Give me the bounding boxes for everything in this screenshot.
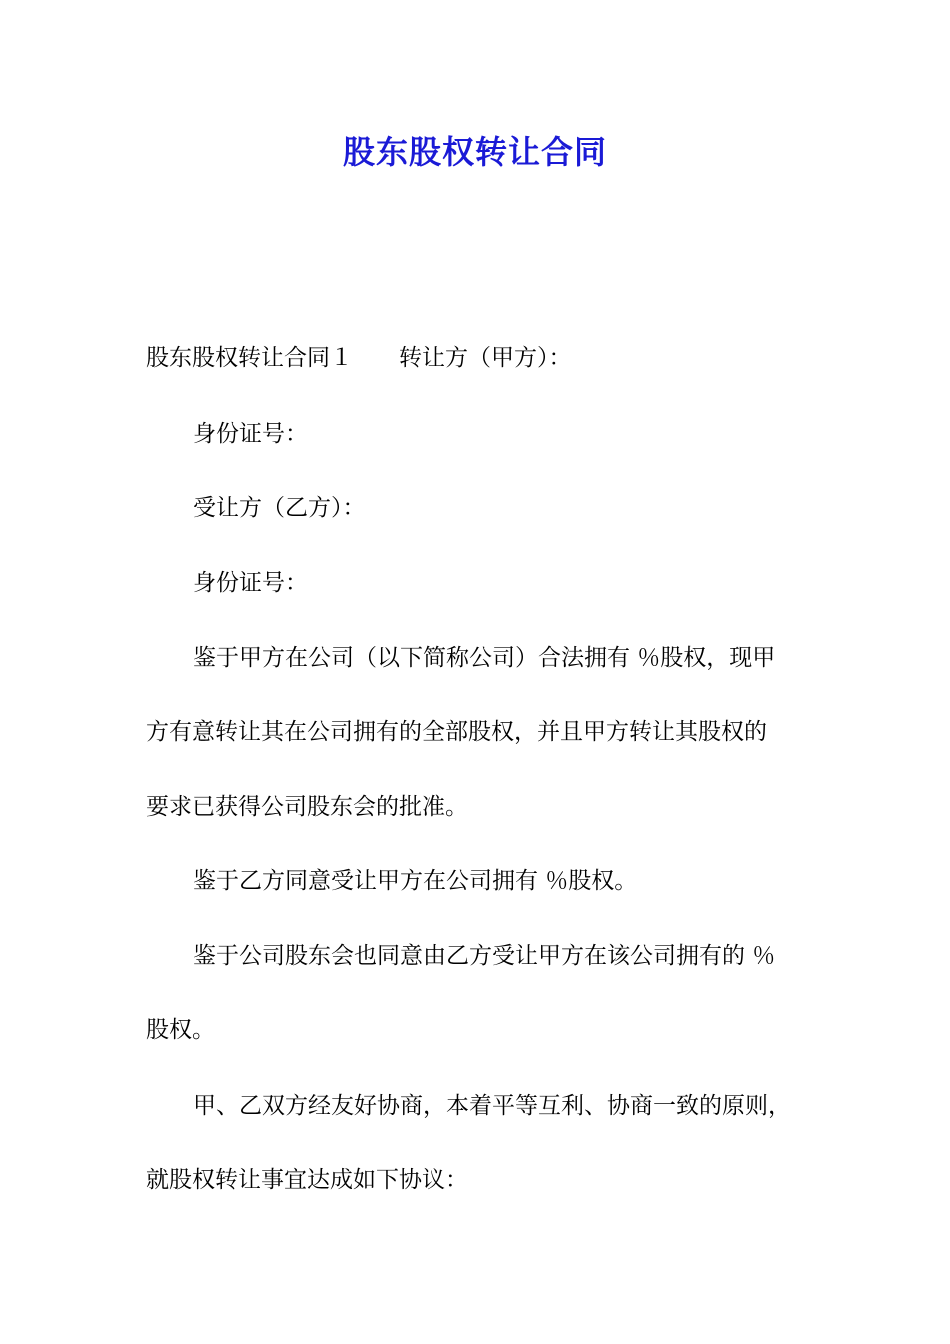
transferor-label: 转让方（甲方）： bbox=[399, 345, 572, 371]
paragraph-4-line-2: 就股权转让事宜达成如下协议： bbox=[146, 1167, 468, 1193]
transferor-id-label: 身份证号： bbox=[193, 421, 308, 447]
paragraph-1-line-2: 方有意转让其在公司拥有的全部股权，并且甲方转让其股权的 bbox=[146, 719, 767, 745]
paragraph-3-line-2: 股权。 bbox=[146, 1017, 215, 1043]
contract-heading-line bbox=[146, 342, 826, 374]
transferee-label: 受让方（乙方）： bbox=[193, 495, 366, 521]
paragraph-1-line-3: 要求已获得公司股东会的批准。 bbox=[146, 794, 468, 820]
paragraph-1-line-1: 鉴于甲方在公司（以下简称公司）合法拥有 ％股权，现甲 bbox=[193, 645, 776, 671]
paragraph-3-line-1: 鉴于公司股东会也同意由乙方受让甲方在该公司拥有的 ％ bbox=[193, 943, 776, 969]
document-title: 股东股权转让合同 bbox=[342, 133, 607, 171]
transferee-id-label: 身份证号： bbox=[193, 570, 308, 596]
contract-number-label: 股东股权转让合同１ bbox=[146, 345, 353, 371]
paragraph-4-line-1: 甲、乙双方经友好协商，本着平等互利、协商一致的原则， bbox=[193, 1093, 791, 1119]
paragraph-2-line-1: 鉴于乙方同意受让甲方在公司拥有 ％股权。 bbox=[193, 868, 638, 894]
